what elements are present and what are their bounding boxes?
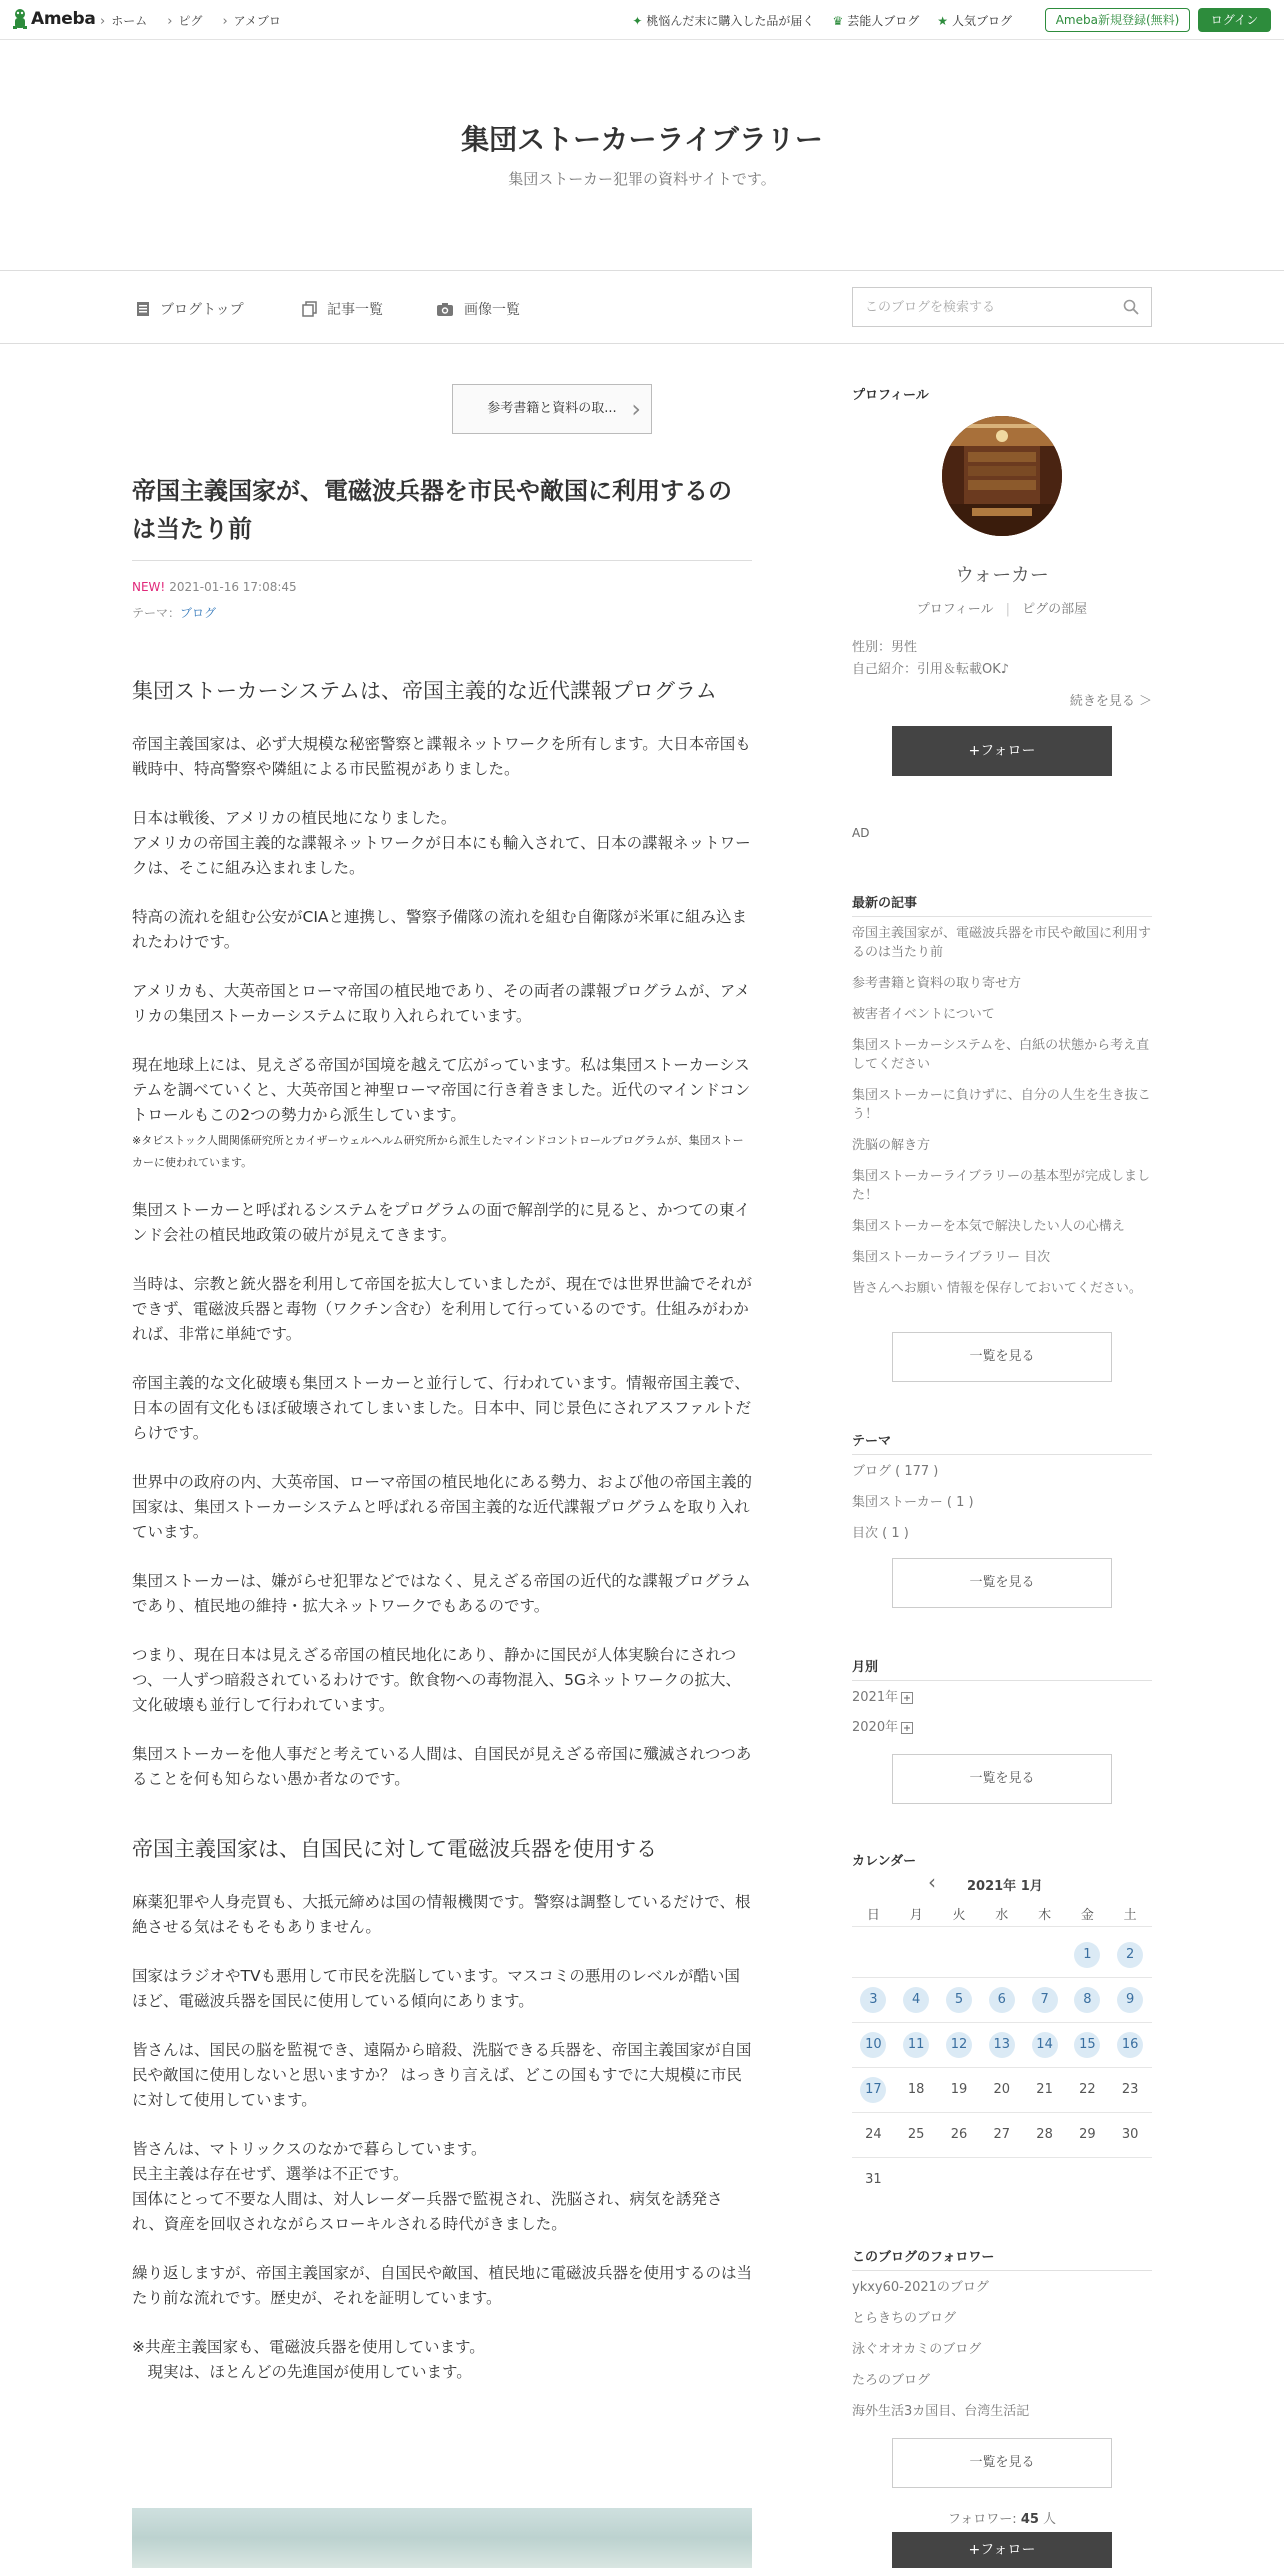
search-input[interactable] (853, 288, 1103, 326)
chevron-right-icon: › (631, 395, 641, 423)
follower-count-value: 45 (1020, 2512, 1039, 2527)
calendar-cell (1023, 2167, 1066, 2193)
calendar-day[interactable]: 8 (1074, 1987, 1100, 2013)
calendar-day[interactable]: 7 (1032, 1987, 1058, 2013)
month-label: 2020年 (852, 1720, 899, 1735)
calendar-weekdays (852, 1904, 1152, 1923)
follower-item[interactable]: 泳ぐオオカミのブログ (852, 2342, 982, 2357)
themes-divider (852, 1454, 1152, 1455)
calendar-divider (852, 1926, 1152, 1927)
ad-label: AD (852, 826, 870, 840)
paragraph: 繰り返しますが、帝国主義国家が、自国民や敵国、植民地に電磁波兵器を使用するのは当たり前な流れです。歴史が、それを証明しています。 (132, 2264, 753, 2307)
nav-article-list[interactable] (302, 299, 383, 319)
calendar-week (852, 2122, 1152, 2148)
month-item-2020[interactable] (852, 1718, 913, 1737)
header-link-celebrity-label: 芸能人ブログ (847, 14, 920, 28)
small-note: ※タビストック人間関係研究所とカイザーウェルヘルム研究所から派生したマインドコントロールプログラムが、集団ストーカーに使われています。 (132, 1134, 744, 1169)
logo-text: Ameba (31, 9, 96, 29)
calendar-day[interactable]: 1 (1074, 1942, 1100, 1968)
followers-divider (852, 2270, 1152, 2271)
expand-icon[interactable] (901, 1722, 913, 1734)
themes-heading: テーマ (852, 1434, 892, 1449)
recent-item[interactable]: 皆さんへお願い 情報を保存しておいてください。 (852, 1281, 1142, 1296)
library-photo (942, 416, 1062, 536)
calendar-cell (938, 2122, 981, 2148)
calendar-day: 23 (1121, 2082, 1139, 2097)
paragraph: 特高の流れを組む公安がCIAと連携し、警察予備隊の流れを組む自衛隊が米軍に組み込まれたわけです。 (132, 908, 748, 951)
nav-blog-top[interactable] (136, 299, 244, 319)
recent-divider (852, 916, 1152, 917)
document-icon (136, 301, 150, 317)
calendar-week (852, 2167, 1152, 2193)
themes-widget (852, 1430, 1152, 1610)
calendar-weekday: 木 (1038, 1908, 1052, 1923)
calendar-row-divider (852, 2022, 1152, 2023)
calendar-cell (1023, 1942, 1066, 1968)
search-icon[interactable] (1123, 299, 1139, 315)
recent-heading: 最新の記事 (852, 896, 918, 911)
article-title: 帝国主義国家が、電磁波兵器を市民や敵国に利用するのは当たり前 (132, 477, 732, 543)
calendar-cell (1066, 2122, 1109, 2148)
recent-list-button[interactable]: 一覧を見る (892, 1332, 1112, 1382)
calendar-cell (1066, 1942, 1109, 1968)
calendar-weekday: 火 (952, 1908, 966, 1923)
calendar-cell (1023, 2122, 1066, 2148)
calendar-heading: カレンダー (852, 1854, 917, 1869)
calendar-day[interactable]: 2 (1117, 1942, 1143, 1968)
prev-article-button[interactable] (452, 384, 652, 434)
theme-label: テーマ： (132, 606, 181, 620)
calendar-day: 24 (865, 2127, 882, 2142)
calendar-cell (1023, 1987, 1066, 2013)
blog-nav (0, 270, 1284, 344)
calendar-cell (938, 2077, 981, 2103)
header-link-celebrity[interactable] (832, 12, 919, 29)
calendar-cell (1023, 2032, 1066, 2058)
calendar-cell (980, 2032, 1023, 2058)
paragraph: アメリカも、大英帝国とローマ帝国の植民地であり、その両者の諜報プログラムが、アメリカの集団ストーカーシステムに取り入れられています。 (132, 982, 750, 1025)
nav-blog-top-label: ブログトップ (160, 302, 244, 318)
theme-item[interactable]: 目次 ( 1 ) (852, 1526, 909, 1541)
nav-pigg[interactable]: › ピグ (167, 12, 202, 29)
calendar-row-divider (852, 2157, 1152, 2158)
theme-item[interactable]: 集団ストーカー ( 1 ) (852, 1495, 974, 1510)
calendar-widget (852, 1850, 1152, 2190)
copy-icon (302, 301, 317, 317)
calendar-day[interactable]: 6 (989, 1987, 1015, 2013)
calendar-cell (938, 1942, 981, 1968)
nav-image-list[interactable] (436, 299, 520, 319)
paragraph: 国家はラジオやTVも悪用して市民を洗脳しています。マスコミの悪用のレベルが酷い国ほど、電磁波兵器を国民に使用している傾向にあります。 (132, 1967, 740, 2010)
recent-item[interactable]: 帝国主義国家が、電磁波兵器を市民や敵国に利用するのは当たり前 (852, 926, 1152, 960)
nav-ameblo[interactable]: › アメブロ (222, 12, 280, 29)
calendar-cell (1066, 2167, 1109, 2193)
link-separator: | (1005, 602, 1011, 617)
followers-list-button[interactable]: 一覧を見る (892, 2438, 1112, 2488)
sparkle-icon: ✦ (632, 13, 643, 28)
calendar-cell (1023, 2077, 1066, 2103)
ameba-logo-icon (12, 8, 28, 30)
calendar-cell (1066, 2032, 1109, 2058)
register-button[interactable]: Ameba新規登録(無料) (1045, 8, 1190, 32)
paragraph: 現在地球上には、見えざる帝国が国境を越えて広がっています。私は集団ストーカーシステムを調べていくと、大英帝国と神聖ローマ帝国に行き着きました。近代のマインドコントロールもこの2つの勢力から派生しています。 (132, 1056, 751, 1124)
blog-description: 集団ストーカー犯罪の資料サイトです。 (508, 170, 776, 188)
calendar-weekday: 水 (995, 1908, 1009, 1923)
profile-avatar[interactable] (942, 416, 1062, 536)
calendar-weekday: 金 (1080, 1908, 1094, 1923)
calendar-day[interactable]: 17 (860, 2077, 886, 2103)
paragraph: 集団ストーカーと呼ばれるシステムをプログラムの面で解剖学的に見ると、かつての東インド会社の植民地政策の破片が見えてきます。 (132, 1201, 750, 1244)
profile-heading: プロフィール (852, 388, 929, 403)
calendar-day: 27 (993, 2127, 1011, 2142)
follower-item[interactable]: とらきちのブログ (852, 2311, 957, 2326)
article-meta (132, 580, 297, 594)
recent-list (852, 924, 1152, 1298)
monthly-list-button[interactable]: 一覧を見る (892, 1754, 1112, 1804)
recent-item[interactable]: 集団ストーカーを本気で解決したい人の心構え (852, 1219, 1125, 1234)
calendar-month: 2021年 1月 (967, 1879, 1043, 1894)
calendar-month-nav (852, 1872, 1152, 1894)
calendar-cell (895, 2032, 938, 2058)
camera-icon (436, 302, 454, 317)
title-divider (132, 560, 752, 561)
calendar-cell (852, 1942, 895, 1968)
calendar-cell (852, 2122, 895, 2148)
follow-button[interactable]: +フォロー (892, 726, 1112, 776)
calendar-week (852, 2032, 1152, 2058)
chevron-left-icon[interactable]: ‹ (928, 1870, 936, 1894)
recent-item[interactable]: 集団ストーカーに負けずに、自分の人生を生き抜こう！ (852, 1088, 1151, 1122)
section-heading: 集団ストーカーシステムは、帝国主義的な近代諜報プログラム (132, 679, 717, 703)
calendar-day[interactable]: 15 (1074, 2032, 1100, 2058)
header-links (632, 12, 1012, 29)
calendar-weekday: 日 (866, 1908, 880, 1923)
recent-item[interactable]: 洗脳の解き方 (852, 1138, 931, 1153)
calendar-cell (1066, 1987, 1109, 2013)
paragraph: 日本は戦後、アメリカの植民地になりました。 アメリカの帝国主義的な諜報ネットワークが日本にも輸入されて、日本の諜報ネットワークは、そこに組み込まれました。 (132, 809, 751, 877)
calendar-day[interactable]: 5 (946, 1987, 972, 2013)
profile-name[interactable]: ウォーカー (955, 564, 1049, 586)
calendar-day[interactable]: 3 (860, 1987, 886, 2013)
paragraph: 帝国主義国家は、必ず大規模な秘密警察と諜報ネットワークを所有します。大日本帝国も戦時中、特高警察や隣組による市民監視がありました。 (132, 735, 751, 778)
month-label: 2021年 (852, 1690, 899, 1705)
paragraph: 集団ストーカーを他人事だと考えている人間は、自国民が見えざる帝国に殲滅されつつあることを何も知らない愚か者なのです。 (132, 1745, 752, 1788)
global-header (0, 0, 1284, 40)
calendar-day[interactable]: 12 (946, 2032, 972, 2058)
expand-icon[interactable] (901, 1692, 913, 1704)
calendar-cell (895, 2077, 938, 2103)
calendar-cell (895, 2122, 938, 2148)
paragraph: ※共産主義国家も、電磁波兵器を使用しています。 現実は、ほとんどの先進国が使用しています。 (132, 2338, 485, 2381)
profile-intro: 自己紹介：引用＆転載OK♪ (852, 662, 1010, 677)
monthly-heading: 月別 (852, 1660, 879, 1675)
recent-item[interactable]: 集団ストーカーライブラリーの基本型が完成しました！ (852, 1169, 1150, 1203)
calendar-cell (852, 2167, 895, 2193)
calendar-day: 25 (907, 2127, 925, 2142)
calendar-day[interactable]: 4 (903, 1987, 929, 2013)
profile-widget (852, 384, 1152, 784)
month-item-2021[interactable] (852, 1688, 913, 1707)
calendar-cell (1109, 2032, 1152, 2058)
calendar-cell (895, 1942, 938, 1968)
follower-count (852, 2508, 1152, 2527)
header-link-popular-label: 人気ブログ (951, 14, 1012, 28)
calendar-row-divider (852, 2112, 1152, 2113)
blog-title[interactable]: 集団ストーカーライブラリー (461, 123, 823, 156)
paragraph: つまり、現在日本は見えざる帝国の植民地化にあり、静かに国民が人体実験台にされつつ、一人ずつ暗殺されているわけです。飲食物への毒物混入、5Gネットワークの拡大、文化破壊も並行して行われています。 (132, 1646, 742, 1714)
login-button[interactable]: ログイン (1198, 8, 1271, 32)
calendar-week (852, 1987, 1152, 2013)
calendar-row-divider (852, 1977, 1152, 1978)
follower-item[interactable]: たろのブログ (852, 2373, 931, 2388)
recent-item[interactable]: 被害者イベントについて (852, 1007, 995, 1022)
paragraph: 皆さんは、国民の脳を監視でき、遠隔から暗殺、洗脳できる兵器を、帝国主義国家が自国民や敵国に使用しないと思いますか？ はっきり言えば、どこの国もすでに大規模に市民に対して使用しています。 (132, 2041, 752, 2109)
calendar-day: 31 (865, 2172, 882, 2187)
calendar-weekday: 月 (909, 1908, 923, 1923)
crown-icon: ♛ (832, 13, 844, 28)
prev-article-label: 参考書籍と資料の取... (487, 401, 617, 416)
paragraph: 帝国主義的な文化破壊も集団ストーカーと並行して、行われています。情報帝国主義で、日本の固有文化もほぼ破壊されてしまいました。日本中、同じ景色にされアスファルトだらけです。 (132, 1374, 752, 1442)
calendar-cell (938, 2032, 981, 2058)
calendar-day: 18 (907, 2082, 925, 2097)
calendar-day: 22 (1079, 2082, 1096, 2097)
recent-item[interactable]: 集団ストーカーライブラリー 目次 (852, 1250, 1051, 1265)
calendar-cell (980, 2122, 1023, 2148)
calendar-day[interactable]: 13 (989, 2032, 1015, 2058)
paragraph: 世界中の政府の内、大英帝国、ローマ帝国の植民地化にある勢力、および他の帝国主義的国家は、集団ストーカーシステムと呼ばれる帝国主義的な近代諜報プログラムを取り入れています。 (132, 1473, 753, 1541)
calendar-cell (1109, 2122, 1152, 2148)
calendar-weekday: 土 (1123, 1908, 1137, 1923)
profile-link[interactable]: プロフィール (916, 602, 994, 617)
paragraph: 集団ストーカーは、嫌がらせ犯罪などではなく、見えざる帝国の近代的な諜報プログラムであり、植民地の維持・拡大ネットワークでもあるのです。 (132, 1572, 751, 1615)
calendar-cell (895, 2167, 938, 2193)
calendar-day[interactable]: 10 (860, 2032, 886, 2058)
calendar-day[interactable]: 11 (903, 2032, 929, 2058)
profile-gender: 性別：男性 (852, 640, 918, 655)
calendar-day[interactable]: 14 (1032, 2032, 1058, 2058)
monthly-widget (852, 1656, 1152, 1806)
blog-search (852, 287, 1152, 327)
ameba-logo[interactable] (12, 8, 96, 30)
calendar-day[interactable]: 16 (1117, 2032, 1143, 2058)
profile-links (852, 598, 1152, 617)
paragraph: 麻薬犯罪や人身売買も、大抵元締めは国の情報機関です。警察は調整しているだけで、根絶させる気はそもそもありません。 (132, 1893, 751, 1936)
monthly-divider (852, 1680, 1152, 1681)
calendar-week (852, 2077, 1152, 2103)
calendar-cell (980, 2077, 1023, 2103)
calendar-cell (895, 1987, 938, 2013)
nav-article-list-label: 記事一覧 (327, 302, 383, 318)
header-link-news[interactable] (632, 12, 814, 29)
paragraph: 当時は、宗教と銃火器を利用して帝国を拡大していましたが、現在では世界世論でそれができず、電磁波兵器と毒物（ワクチン含む）を利用して行っているのです。仕組みがわかれば、非常に単純です。 (132, 1275, 753, 1343)
calendar-day: 20 (993, 2082, 1011, 2097)
calendar-cell (1109, 1987, 1152, 2013)
section-heading: 帝国主義国家は、自国民に対して電磁波兵器を使用する (132, 1837, 657, 1861)
calendar-cell (1109, 2077, 1152, 2103)
theme-link[interactable]: ブログ (180, 606, 217, 620)
calendar-day: 29 (1079, 2127, 1096, 2142)
calendar-cell (938, 1987, 981, 2013)
calendar-cell (852, 1987, 895, 2013)
calendar-cell (1109, 1942, 1152, 1968)
calendar-cell (938, 2167, 981, 2193)
nav-image-list-label: 画像一覧 (464, 302, 520, 318)
recent-item[interactable]: 集団ストーカーシステムを、白紙の状態から考え直してください (852, 1038, 1150, 1072)
nav-home[interactable]: › ホーム (100, 12, 147, 29)
star-icon: ★ (937, 13, 948, 28)
calendar-day[interactable]: 9 (1117, 1987, 1143, 2013)
recent-articles-widget (852, 892, 1152, 1382)
calendar-day: 19 (950, 2082, 968, 2097)
calendar-day: 21 (1036, 2082, 1053, 2097)
calendar-cell (980, 1987, 1023, 2013)
calendar-day: 30 (1121, 2127, 1139, 2142)
header-link-news-label: 桃悩んだ末に購入した品が届く (646, 14, 815, 28)
global-nav (100, 12, 281, 29)
calendar-cell (980, 2167, 1023, 2193)
article-date: 2021-01-16 17:08:45 (169, 580, 297, 594)
calendar-row-divider (852, 2067, 1152, 2068)
followers-widget (852, 2246, 1152, 2568)
theme-item[interactable]: ブログ ( 177 ) (852, 1464, 939, 1479)
calendar-day: 26 (950, 2127, 968, 2142)
follower-item[interactable]: ykxy60-2021のブログ (852, 2280, 989, 2295)
calendar-cell (1109, 2167, 1152, 2193)
article-body (132, 674, 752, 2409)
calendar-cell (980, 1942, 1023, 1968)
themes-list-button[interactable]: 一覧を見る (892, 1558, 1112, 1608)
follower-count-label: フォロワー: (947, 2512, 1017, 2527)
new-badge: NEW! (132, 580, 166, 594)
pigg-room-link[interactable]: ピグの部屋 (1022, 602, 1088, 617)
calendar-week (852, 1942, 1152, 1968)
follow-button-bottom[interactable]: +フォロー (892, 2532, 1112, 2568)
calendar-cell (852, 2032, 895, 2058)
follower-count-suffix: 人 (1043, 2512, 1057, 2527)
calendar-day: 28 (1036, 2127, 1053, 2142)
paragraph: 皆さんは、マトリックスのなかで暮らしています。 民主主義は存在せず、選挙は不正です。 国体にとって不要な人間は、対人レーダー兵器で監視され、洗脳され、病気を誘発され、資産を回収されながらスローキルされる時代がきました。 (132, 2140, 723, 2233)
follower-item[interactable]: 海外生活3カ国目、台湾生活記 (852, 2404, 1030, 2419)
article-image[interactable] (132, 2508, 752, 2568)
calendar-cell (1066, 2077, 1109, 2103)
followers-heading: このブログのフォロワー (852, 2250, 995, 2265)
profile-more-link[interactable]: 続きを見る ＞ (1069, 694, 1152, 709)
calendar-cell (852, 2077, 895, 2103)
ad-widget (852, 826, 1152, 840)
header-link-popular[interactable] (937, 12, 1012, 29)
recent-item[interactable]: 参考書籍と資料の取り寄せ方 (852, 976, 1022, 991)
article-theme (132, 604, 216, 621)
